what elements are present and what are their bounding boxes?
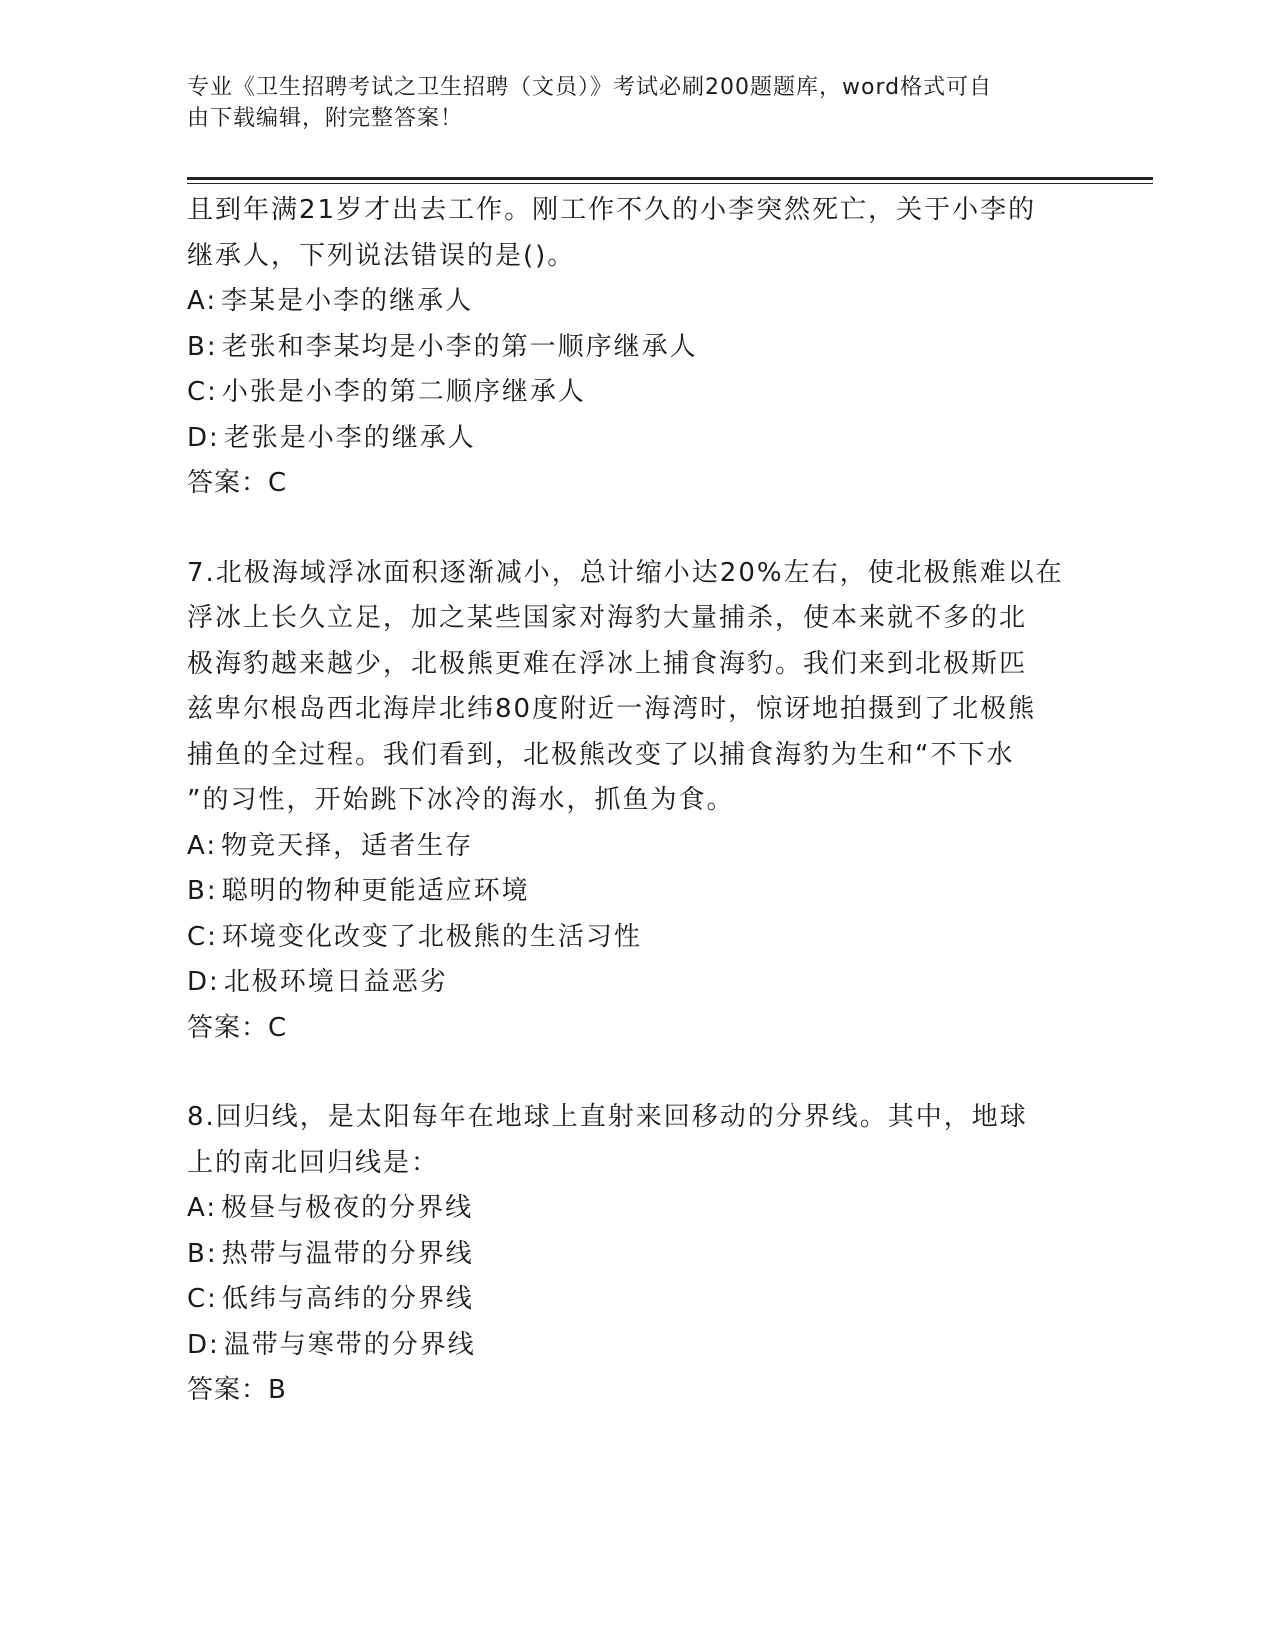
option-text: 低纬与高纬的分界线: [221, 1284, 474, 1314]
option-text: 环境变化改变了北极熊的生活习性: [221, 921, 642, 952]
option-key: C:: [187, 377, 218, 407]
question-stem-line: ”的习性，开始跳下冰冷的海水，抓鱼为食。: [187, 785, 735, 815]
question-list: [187, 188, 1087, 1414]
option-text: 小张是小李的第二顺序继承人: [221, 377, 586, 407]
question-spacer: [187, 1051, 1087, 1095]
option-b: [187, 1232, 1087, 1278]
option-text: 聪明的物种更能适应环境: [221, 876, 530, 906]
option-c: [187, 370, 1087, 416]
option-d: [187, 1323, 1087, 1369]
option-c: [187, 915, 1087, 961]
option-key: A:: [187, 1193, 218, 1223]
question-stem-line: 7.北极海域浮冰面积逐渐减小，总计缩小达20%左右，使北极熊难以在: [187, 557, 1064, 588]
option-text: 李某是小李的继承人: [221, 286, 474, 316]
option-b: [187, 325, 1087, 371]
option-a: [187, 1186, 1087, 1232]
option-a: [187, 279, 1087, 325]
header-divider-thin: [187, 183, 1153, 184]
option-key: A:: [187, 830, 218, 861]
option-key: C:: [187, 1284, 218, 1314]
option-key: C:: [187, 921, 218, 952]
question-stem-line: 且到年满21岁才出去工作。刚工作不久的小李突然死亡，关于小李的: [187, 195, 1037, 225]
header-line-1: 专业《卫生招聘考试之卫生招聘（文员）》考试必刷200题题库，word格式可自: [187, 75, 993, 100]
option-c: [187, 1277, 1087, 1323]
option-b: [187, 869, 1087, 915]
option-d: [187, 416, 1087, 462]
option-key: D:: [187, 1329, 220, 1360]
header-divider-thick: [187, 177, 1153, 180]
option-key: A:: [187, 286, 218, 316]
answer-line: 答案：C: [187, 468, 288, 498]
question-spacer: [187, 507, 1087, 551]
option-key: B:: [187, 1238, 218, 1269]
option-d: [187, 960, 1087, 1006]
question-stem-line: 继承人，下列说法错误的是()。: [187, 240, 576, 271]
option-text: 热带与温带的分界线: [221, 1238, 474, 1269]
option-key: D:: [187, 967, 220, 997]
option-text: 老张是小李的继承人: [223, 422, 476, 453]
option-key: D:: [187, 422, 220, 453]
question-7: [187, 551, 1087, 1052]
option-a: [187, 824, 1087, 870]
option-text: 极昼与极夜的分界线: [221, 1193, 474, 1223]
question-stem-line: 极海豹越来越少，北极熊更难在浮冰上捕食海豹。我们来到北极斯匹: [187, 648, 1028, 679]
option-text: 老张和李某均是小李的第一顺序继承人: [221, 331, 698, 362]
question-stem-line: 兹卑尔根岛西北海岸北纬80度附近一海湾时，惊讶地拍摄到了北极熊: [187, 694, 1037, 724]
answer-line: 答案：C: [187, 1012, 288, 1043]
option-text: 北极环境日益恶劣: [223, 967, 448, 997]
question-6: [187, 188, 1087, 507]
option-text: 温带与寒带的分界线: [223, 1329, 476, 1360]
answer-line: 答案：B: [187, 1375, 287, 1405]
header-line-2: 由下载编辑，附完整答案！: [187, 106, 464, 131]
question-8: [187, 1095, 1087, 1414]
question-stem-line: 8.回归线，是太阳每年在地球上直射来回移动的分界线。其中，地球: [187, 1102, 1028, 1132]
option-text: 物竞天择，适者生存: [221, 830, 474, 861]
question-stem-line: 浮冰上长久立足，加之某些国家对海豹大量捕杀，使本来就不多的北: [187, 603, 1028, 633]
question-stem-line: 捕鱼的全过程。我们看到，北极熊改变了以捕食海豹为生和“不下水: [187, 739, 1015, 770]
question-stem-line: 上的南北回归线是：: [187, 1147, 440, 1178]
option-key: B:: [187, 331, 218, 362]
option-key: B:: [187, 876, 218, 906]
document-header: [187, 72, 1067, 134]
